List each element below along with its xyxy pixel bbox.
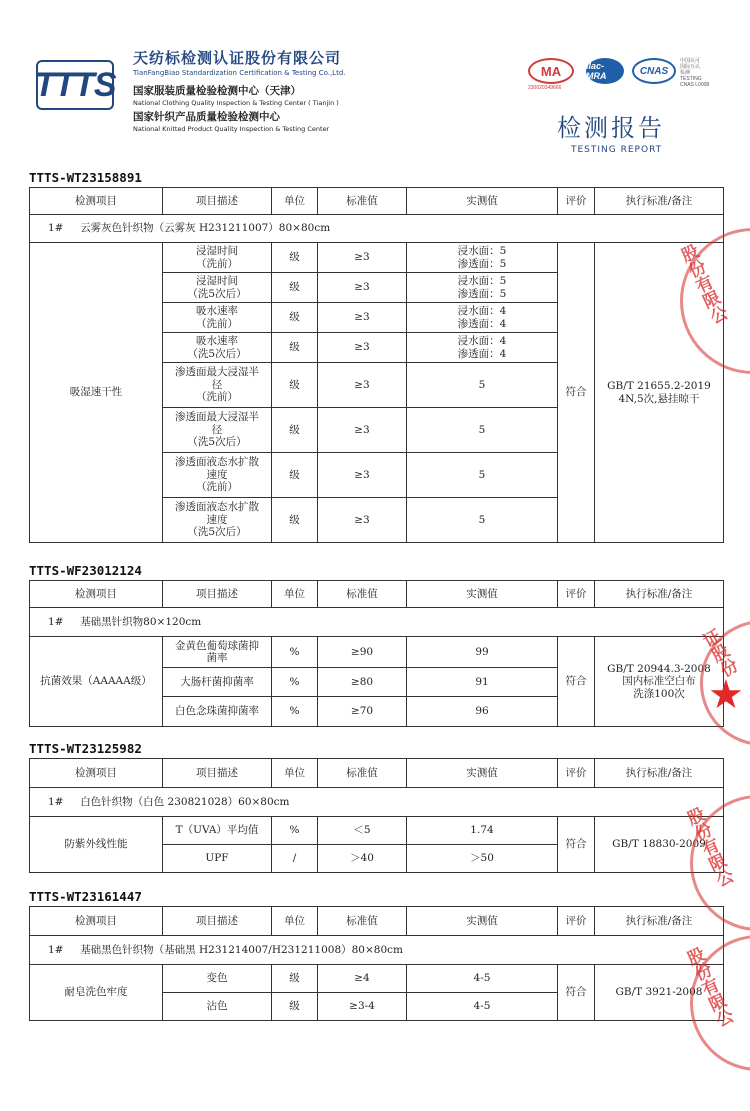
seal-text: 股份有限公 xyxy=(681,944,736,1031)
test-category: 耐皂洗色牢度 xyxy=(30,965,163,1021)
table-row xyxy=(30,637,724,668)
column-header: 项目描述 xyxy=(163,581,272,608)
measured-value: 4-5 xyxy=(407,965,558,993)
column-header: 单位 xyxy=(272,907,318,936)
standard-value: ≥80 xyxy=(318,668,407,697)
report-table xyxy=(29,758,724,873)
seal-text: 股份有限公 xyxy=(675,241,730,328)
remark-line: 4N,5次,悬挂晾干 xyxy=(618,392,700,405)
column-header: 检测项目 xyxy=(30,188,163,215)
standard-value: ＞40 xyxy=(318,845,407,873)
measured-value: ＞50 xyxy=(407,845,558,873)
table-row xyxy=(30,965,724,993)
report-title xyxy=(557,108,665,155)
standard-value: ≥70 xyxy=(318,697,407,727)
logo-text: TTTS xyxy=(34,65,116,104)
result-line: 渗透面：4 xyxy=(457,347,507,360)
ilac-mra-mark-icon: ilac-MRA xyxy=(586,58,624,84)
sample-cell xyxy=(30,608,724,637)
desc-line: 径 xyxy=(211,378,223,391)
standard-value: ≥3 xyxy=(318,243,407,273)
standard-value: ≥3 xyxy=(318,498,407,543)
column-header: 单位 xyxy=(272,581,318,608)
center2-name-cn: 国家针织产品质量检验检测中心 xyxy=(133,111,280,123)
cnas-caption-line: 国际互认 xyxy=(680,64,701,70)
item-description xyxy=(163,273,272,303)
column-header: 标准值 xyxy=(318,759,407,788)
unit-cell: % xyxy=(272,697,318,727)
desc-line: 速度 xyxy=(206,513,228,526)
column-header: 评价 xyxy=(558,581,595,608)
measured-value: 5 xyxy=(407,498,558,543)
column-header: 项目描述 xyxy=(163,759,272,788)
standard-value: ≥3-4 xyxy=(318,993,407,1021)
column-header: 标准值 xyxy=(318,907,407,936)
center2-name-en: National Knitted Product Quality Inspection & Testing Center xyxy=(133,125,330,133)
standard-value: ≥3 xyxy=(318,303,407,333)
cnas-caption-line: 中国认可 xyxy=(680,58,701,64)
seal-star-icon: ★ xyxy=(708,672,744,718)
column-header: 项目描述 xyxy=(163,907,272,936)
evaluation: 符合 xyxy=(558,965,595,1021)
ttts-logo xyxy=(36,60,114,110)
test-category: 防紫外线性能 xyxy=(30,817,163,873)
center1-name-en: National Clothing Quality Inspection & Testing Center ( Tianjin ) xyxy=(133,99,339,107)
cnas-mark-icon: CNAS xyxy=(632,58,676,84)
unit-cell: 级 xyxy=(272,333,318,363)
cma-mark-icon: MA xyxy=(528,58,574,84)
remark-line: 洗涤100次 xyxy=(633,687,685,700)
column-header: 检测项目 xyxy=(30,907,163,936)
result-line: 浸水面：5 xyxy=(457,245,507,257)
standard-value: ＜5 xyxy=(318,817,407,845)
item-description: UPF xyxy=(163,845,272,873)
column-header: 标准值 xyxy=(318,581,407,608)
remark-line: 国内标准空白布 xyxy=(622,675,696,688)
unit-cell: 级 xyxy=(272,243,318,273)
remark-line: GB/T 20944.3-2008 xyxy=(607,662,711,675)
unit-cell: 级 xyxy=(272,408,318,453)
column-header: 执行标准/备注 xyxy=(595,581,724,608)
item-description: 沾色 xyxy=(163,993,272,1021)
report-title-cn: 检测报告 xyxy=(557,114,665,142)
measured-value: 5 xyxy=(407,453,558,498)
test-category: 抗菌效果（AAAAA级） xyxy=(30,637,163,727)
standard-value: ≥3 xyxy=(318,408,407,453)
sample-index: 1# xyxy=(48,615,64,628)
item-description xyxy=(163,243,272,273)
standard-remark xyxy=(595,637,724,727)
item-description xyxy=(163,498,272,543)
column-header: 执行标准/备注 xyxy=(595,188,724,215)
column-header: 检测项目 xyxy=(30,581,163,608)
column-header: 单位 xyxy=(272,759,318,788)
column-header: 评价 xyxy=(558,759,595,788)
evaluation: 符合 xyxy=(558,637,595,727)
column-header: 项目描述 xyxy=(163,188,272,215)
unit-cell: / xyxy=(272,845,318,873)
desc-line: （洗前） xyxy=(196,391,238,404)
column-header: 实测值 xyxy=(407,907,558,936)
sample-row xyxy=(30,215,724,243)
unit-cell: 级 xyxy=(272,965,318,993)
result-line: 渗透面：4 xyxy=(457,317,507,330)
evaluation: 符合 xyxy=(558,817,595,873)
item-description xyxy=(163,333,272,363)
table-header-row xyxy=(30,759,724,788)
unit-cell: 级 xyxy=(272,498,318,543)
cnas-caption-line: TESTING xyxy=(680,76,702,82)
column-header: 评价 xyxy=(558,907,595,936)
standard-value: ≥3 xyxy=(318,363,407,408)
column-header: 检测项目 xyxy=(30,759,163,788)
test-category: 吸湿速干性 xyxy=(30,243,163,543)
seal-text: 股份有限公 xyxy=(681,804,736,891)
unit-cell: 级 xyxy=(272,303,318,333)
desc-line: 速度 xyxy=(206,468,228,481)
sample-description: 云雾灰色针织物（云雾灰 H231211007）80×80cm xyxy=(80,222,331,235)
evaluation: 符合 xyxy=(558,243,595,543)
sample-index: 1# xyxy=(48,795,64,808)
sample-description: 白色针织物（白色 230821028）60×80cm xyxy=(80,795,290,808)
item-description: T（UVA）平均值 xyxy=(163,817,272,845)
desc-line: 吸水速率 xyxy=(196,305,238,317)
desc-line: （洗5次后） xyxy=(187,287,247,300)
desc-line: 浸湿时间 xyxy=(196,245,238,257)
report-number: TTTS-WT23161447 xyxy=(29,889,142,904)
sample-row xyxy=(30,936,724,965)
desc-line: （洗前） xyxy=(196,481,238,494)
standard-value: ≥4 xyxy=(318,965,407,993)
desc-line: 吸水速率 xyxy=(196,335,238,347)
report-number: TTTS-WT23125982 xyxy=(29,741,142,756)
sample-index: 1# xyxy=(48,222,64,235)
measured-value: 5 xyxy=(407,408,558,453)
desc-line: 渗透面最大浸湿半 xyxy=(175,366,259,379)
sample-row xyxy=(30,788,724,817)
item-description: 白色念珠菌抑菌率 xyxy=(163,697,272,727)
sample-cell xyxy=(30,936,724,965)
cma-code: 230020349666 xyxy=(528,85,562,91)
seal-text: 证股份 xyxy=(696,626,740,681)
unit-cell: 级 xyxy=(272,273,318,303)
column-header: 执行标准/备注 xyxy=(595,907,724,936)
accreditation-marks xyxy=(528,58,718,90)
result-line: 渗透面：5 xyxy=(457,257,507,270)
cnas-caption-line: CNAS L0008 xyxy=(680,82,710,88)
unit-cell: 级 xyxy=(272,993,318,1021)
report-title-en: TESTING REPORT xyxy=(571,145,663,155)
measured-value: 5 xyxy=(407,363,558,408)
org-name-cn: 天纺标检测认证股份有限公司 xyxy=(133,49,342,67)
desc-line: 渗透面液态水扩散 xyxy=(175,501,259,514)
measured-value xyxy=(407,333,558,363)
result-line: 浸水面：5 xyxy=(457,275,507,287)
desc-line: 渗透面最大浸湿半 xyxy=(175,411,259,424)
report-table xyxy=(29,906,724,1021)
desc-line: 渗透面液态水扩散 xyxy=(175,456,259,469)
column-header: 实测值 xyxy=(407,188,558,215)
table-row xyxy=(30,243,724,273)
standard-value: ≥90 xyxy=(318,637,407,668)
organization-block xyxy=(133,47,346,133)
desc-line: （洗前） xyxy=(196,257,238,270)
result-line: 渗透面：5 xyxy=(457,287,507,300)
standard-value: ≥3 xyxy=(318,273,407,303)
column-header: 单位 xyxy=(272,188,318,215)
sample-cell xyxy=(30,788,724,817)
desc-line: 金黄色葡萄球菌抑 xyxy=(175,639,259,652)
desc-line: 浸湿时间 xyxy=(196,275,238,287)
standard-remark: GB/T 3921-2008 xyxy=(595,965,724,1021)
report-number: TTTS-WT23158891 xyxy=(29,170,142,185)
column-header: 执行标准/备注 xyxy=(595,759,724,788)
sample-description: 基础黑色针织物（基础黑 H231214007/H231211008）80×80cm xyxy=(80,943,403,956)
item-description xyxy=(163,453,272,498)
cnas-caption xyxy=(680,58,724,88)
measured-value: 96 xyxy=(407,697,558,727)
unit-cell: 级 xyxy=(272,363,318,408)
sample-cell xyxy=(30,215,724,243)
desc-line: （洗5次后） xyxy=(187,347,247,360)
column-header: 标准值 xyxy=(318,188,407,215)
sample-description: 基础黑针织物80×120cm xyxy=(80,615,202,628)
item-description xyxy=(163,303,272,333)
desc-line: （洗5次后） xyxy=(187,526,247,539)
table-header-row xyxy=(30,581,724,608)
column-header: 评价 xyxy=(558,188,595,215)
standard-remark xyxy=(595,243,724,543)
measured-value xyxy=(407,243,558,273)
sample-index: 1# xyxy=(48,943,64,956)
unit-cell: % xyxy=(272,817,318,845)
cnas-caption-line: 检测 xyxy=(680,70,691,76)
table-header-row xyxy=(30,907,724,936)
desc-line: （洗前） xyxy=(196,317,238,330)
standard-value: ≥3 xyxy=(318,333,407,363)
measured-value xyxy=(407,273,558,303)
report-number: TTTS-WF23012124 xyxy=(29,563,142,578)
measured-value: 4-5 xyxy=(407,993,558,1021)
unit-cell: % xyxy=(272,668,318,697)
unit-cell: % xyxy=(272,637,318,668)
table-header-row xyxy=(30,188,724,215)
desc-line: （洗5次后） xyxy=(187,436,247,449)
center1-name-cn: 国家服装质量检验检测中心（天津） xyxy=(133,85,301,97)
sample-row xyxy=(30,608,724,637)
measured-value: 99 xyxy=(407,637,558,668)
measured-value: 1.74 xyxy=(407,817,558,845)
report-table xyxy=(29,187,724,543)
org-name-en: TianFangBiao Standardization Certification & Testing Co.,Ltd. xyxy=(133,69,346,77)
item-description: 大肠杆菌抑菌率 xyxy=(163,668,272,697)
measured-value xyxy=(407,303,558,333)
result-line: 浸水面：4 xyxy=(457,335,507,347)
column-header: 实测值 xyxy=(407,759,558,788)
measured-value: 91 xyxy=(407,668,558,697)
result-line: 浸水面：4 xyxy=(457,305,507,317)
desc-line: 菌率 xyxy=(206,652,228,664)
report-table xyxy=(29,580,724,727)
standard-value: ≥3 xyxy=(318,453,407,498)
item-description xyxy=(163,408,272,453)
item-description: 变色 xyxy=(163,965,272,993)
remark-line: GB/T 21655.2-2019 xyxy=(607,380,711,392)
standard-remark: GB/T 18830-2009 xyxy=(595,817,724,873)
report-header xyxy=(0,0,750,165)
item-description xyxy=(163,637,272,668)
column-header: 实测值 xyxy=(407,581,558,608)
desc-line: 径 xyxy=(211,423,223,436)
item-description xyxy=(163,363,272,408)
unit-cell: 级 xyxy=(272,453,318,498)
table-row xyxy=(30,817,724,845)
